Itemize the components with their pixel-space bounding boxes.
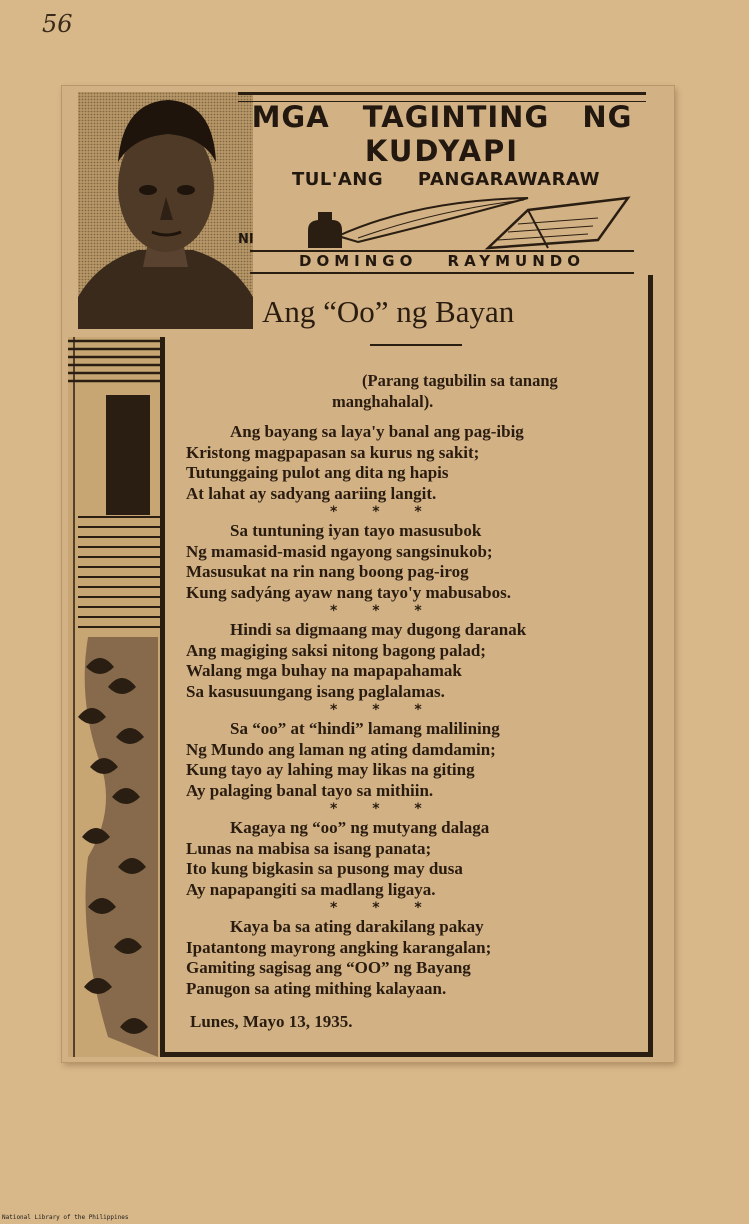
poem-line: Ay napapangiti sa madlang ligaya. [186,879,436,899]
stanza-separator: * * * [330,504,422,520]
poem-title: Ang “Oo” ng Bayan [262,294,515,329]
library-credit: National Library of the Philippines [2,1214,129,1221]
poem-subnote [332,370,642,412]
poem-line: Kaya ba sa ating darakilang pakay [230,917,484,936]
poem-line: Hindi sa digmaang may dugong daranak [230,620,527,639]
stanza-2 [186,521,646,603]
poem-line: At lahat ay sadyang aariing langit. [186,483,437,503]
poem-line: Kagaya ng “oo” ng mutyang dalaga [230,818,490,837]
poem-line: Sa kasusuungang isang paglalamas. [186,681,445,701]
stanza-4 [186,719,646,801]
poem-line: Kristong magpapasan sa kurus ng sakit; [186,442,480,462]
stanza-separator: * * * [330,801,422,817]
poem-line: Sa tuntuning iyan tayo masusubok [230,521,482,540]
portrait-image [78,92,253,329]
poem-line: Ito kung bigkasin sa pusong may dusa [186,859,463,878]
inkwell-quill-book-illustration [298,190,638,252]
poem-line: Ang magiging saksi nitong bagong palad; [186,640,486,660]
stanza-separator: * * * [330,702,422,718]
poem-dateline: Lunes, Mayo 13, 1935. [190,1012,353,1031]
poem-frame-right [648,275,653,1057]
poem-line: Ipatantong mayrong angking karangalan; [186,937,492,957]
stanza-separator: * * * [330,603,422,619]
page-number: 56 [42,10,73,38]
poem-line: Panugon sa ating mithing kalayaan. [186,978,447,998]
subnote-line: manghahalal). [332,392,434,411]
poem-line: Lunas na mabisa sa isang panata; [186,838,432,858]
stanza-6 [186,917,646,999]
poem-frame-left [160,337,165,1057]
poem-line: Ay palaging banal tayo sa mithiin. [186,780,434,800]
column-subtitle: TUL'ANG PANGARAWARAW [292,169,600,190]
author-portrait [78,92,253,329]
stanza-5 [186,818,646,900]
byline-prefix: NI [238,232,254,247]
stanza-3 [186,620,646,702]
poem-line: Kung sadyáng ayaw nang tayo'y mabusabos. [186,582,511,602]
poem-line: Gamiting sagisag ang “OO” ng Bayang [186,958,471,977]
masthead [238,92,646,272]
column-title-line1: MGA TAGINTING NG [251,100,633,134]
poem-frame-bottom [160,1052,653,1057]
poem-line: Walang mga buhay na mapapahamak [186,661,462,680]
author-name: DOMINGO RAYMUNDO [250,250,634,274]
poem-line: Sa “oo” at “hindi” lamang malilining [230,719,500,738]
decorative-side-illustration [68,337,160,1057]
poem-line: Ng Mundo ang laman ng ating damdamin; [186,739,496,759]
stanza-1 [186,422,646,504]
stanza-separator: * * * [330,900,422,916]
poem-line: Tutunggaing pulot ang dita ng hapis [186,463,449,482]
column-title-line2: KUDYAPI [364,134,520,168]
poem-line: Masusukat na rin nang boong pag-irog [186,562,469,581]
poem-line: Ng mamasid-masid ngayong sangsinukob; [186,541,493,561]
title-underline [370,344,462,346]
subnote-line: (Parang tagubilin sa tanang [362,371,558,390]
poem-line: Kung tayo ay lahing may likas na giting [186,760,475,779]
poem-line: Ang bayang sa laya'y banal ang pag-ibig [230,422,524,441]
